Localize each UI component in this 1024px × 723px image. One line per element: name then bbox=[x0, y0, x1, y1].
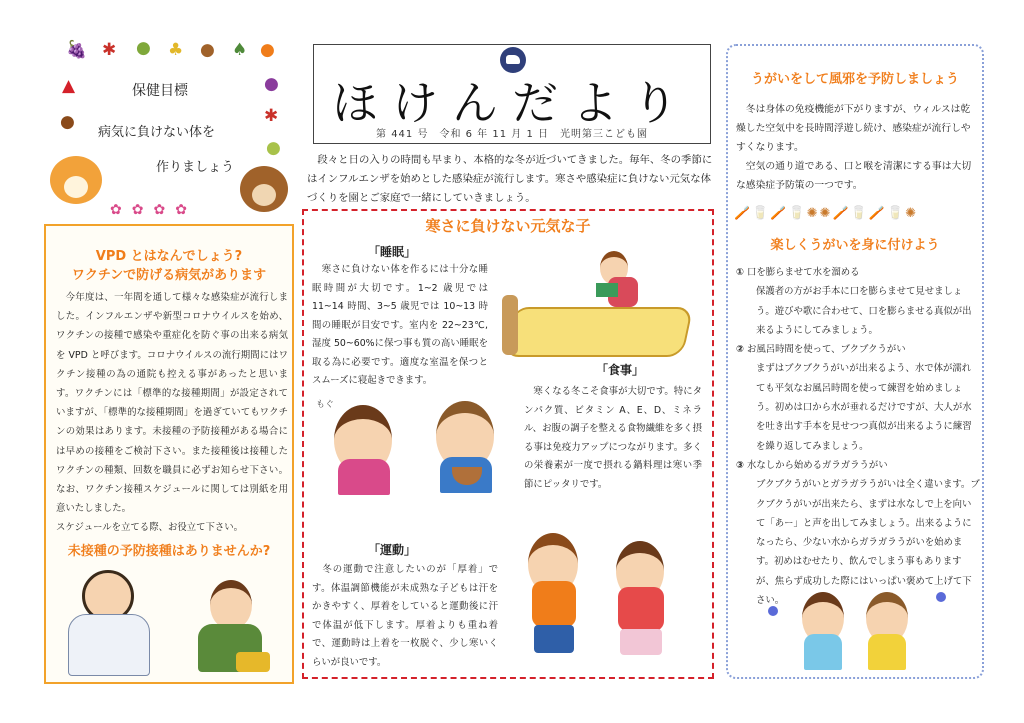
step-number: ③ bbox=[736, 459, 744, 471]
step-number: ② bbox=[736, 344, 744, 356]
page-title: ほけんだより bbox=[332, 76, 692, 130]
pear-icon: ● bbox=[266, 138, 281, 158]
doctor-child-illustration bbox=[60, 566, 280, 676]
meal-heading: 「食事」 bbox=[596, 363, 645, 377]
health-goal-title: 保健目標 bbox=[132, 83, 188, 99]
vpd-body: 今年度は、一年間を通して様々な感染症が流行しました。インフルエンザや新型コロナウイルスを始め、ワクチンの接種で感染や重症化を防ぐ事の出来る病気を VPD と呼びます。コロナウイルスの流行期間にはワクチン接種の為の通院も控える事があったと思います。ワクチンには「標準的な接種期間」が設定されていますが、「標準的な接種期間」を過ぎていてもワクチンの効果はあります。未接種の予防接種がある場合には早めの接種をご検討下さい。また接種後は接種したワクチンの種類、回数を職員に必ずお知らせ下さい。なお、ワクチン接種スケジュールに関しては別紙を用意いたしました。 スケジュールを立てる際、お役立て下さい。 bbox=[56, 292, 288, 534]
health-goal-line2: 作りましょう bbox=[156, 160, 235, 175]
step-title: 口を膨らませて水を溜める bbox=[746, 267, 860, 278]
gargle-section bbox=[726, 44, 984, 679]
step-number: ① bbox=[736, 267, 744, 278]
step-body: 保護者の方がお手本に口を膨らませて見せましょう。遊びや歌に合わせて、口を膨らませる真似が出来るようにしてみましょう。 bbox=[756, 286, 972, 336]
vpd-section bbox=[44, 224, 294, 684]
maple-leaf-icon: ✱ bbox=[264, 106, 279, 126]
gargle-intro: 冬は身体の免疫機能が下がりますが、ウィルスは乾燥した空気中を長時間浮遊し続け、感染症が流行しやすくなります。 空気の通り道である、口と喉を清潔にする事は大切な感染症予防策の一つです。 bbox=[736, 104, 972, 191]
persimmon-icon: ● bbox=[260, 40, 275, 60]
gargle-heading: うがいをして風邪を予防しましょう bbox=[750, 72, 959, 87]
sleep-body: 寒さに負けない体を作るには十分な睡眠時間が大切です。1~2 歳児では 11~14 時間、3~5 歳児では 10~13 時間の睡眠が目安です。室内を 22~23℃,湿度 50~60%に保つ事も質の高い睡眠を取る為に必要です。適度な室温を保つとスムーズに寝起きできます。 bbox=[312, 264, 488, 386]
fox-illustration bbox=[50, 156, 102, 204]
intro-paragraph: 段々と日の入りの時間も早まり、本格的な冬が近づいてきました。毎年、冬の季節にはインフルエンザを始めとした感染症が流行します。寒さや感染症に負けない元気な体づくりを園とご家庭で一緒にしていきましょう。 bbox=[307, 154, 713, 204]
kids-eating-illustration bbox=[316, 397, 512, 497]
mushroom-icon: ▲ bbox=[62, 76, 76, 96]
gargling-kids-illustration bbox=[758, 590, 958, 674]
vaccination-check-heading: 未接種の予防接種はありませんか? bbox=[67, 544, 271, 559]
gargle-steps-heading: 楽しくうがいを身に付けよう bbox=[770, 238, 940, 253]
masthead bbox=[313, 44, 711, 144]
ginkgo-icon: ♣ bbox=[168, 40, 184, 60]
sleep-heading: 「睡眠」 bbox=[368, 245, 417, 259]
flower-row: ✿✿✿✿ bbox=[110, 202, 197, 218]
issue-line: 第 441 号 令和 6 年 11 月 1 日 光明第三こども園 bbox=[376, 129, 648, 140]
chestnut-icon: ● bbox=[60, 112, 75, 132]
step-title: お風呂時間を使って、ブクブクうがい bbox=[746, 344, 906, 356]
winter-health-heading: 寒さに負けない元気な子 bbox=[425, 217, 591, 235]
step-body: ブクブクうがいとガラガラうがいは全く違います。ブクブクうがいが出来たら、まずは水なしで上を向いて「あー」と声を出してみましょう。出来るようになったら、少ない水からガラガラうがいを始めます。初めはむせたり、飲んでしまう事もありますが、焦らず成功した際にはいっぱい褒めて上げて下さい。 bbox=[756, 479, 980, 607]
winter-health-section bbox=[302, 209, 714, 679]
grape-icon: ● bbox=[264, 74, 279, 94]
munching-sound-text: もぐ bbox=[316, 400, 335, 410]
step-1 bbox=[736, 263, 980, 340]
grape-icon: 🍇 bbox=[66, 40, 88, 60]
leaf-icon: ♠ bbox=[232, 40, 248, 60]
exercise-heading: 「運動」 bbox=[368, 543, 417, 557]
acorn-icon: ● bbox=[200, 40, 215, 60]
toothbrush-cup-decoration: 🪥🥛🪥🥛✺✺🪥🥛🪥🥛✺ bbox=[734, 206, 919, 221]
health-goal-line1: 病気に負けない体を bbox=[98, 125, 216, 140]
bedtime-illustration bbox=[504, 251, 704, 361]
step-3 bbox=[736, 456, 980, 610]
maple-leaf-icon: ✱ bbox=[102, 40, 117, 60]
exercise-body: 冬の運動で注意したいのが「厚着」です。体温調節機能が未成熟な子どもは汗をかきやすく、厚着をしていると運動後に汗で体温が低下します。厚着よりも重ね着で、運動時は上着を一枚脱ぐ、少し寒いくらいが良いです。 bbox=[312, 564, 498, 668]
meal-body: 寒くなる冬こそ食事が大切です。特にタンパク質、ビタミン A、E、D、ミネラル、お腹の調子を整える食物繊維を多く摂る事は免疫力アップにつながります。多くの栄養素が一度で摂れる鍋料理は寒い季節にピッタリです。 bbox=[524, 386, 702, 490]
squirrel-illustration bbox=[240, 166, 288, 212]
running-kids-illustration bbox=[504, 533, 704, 673]
step-2 bbox=[736, 340, 980, 456]
step-title: 水なしから始めるガラガラうがい bbox=[746, 459, 888, 471]
step-body: まずはブクブクうがいが出来るよう、水で体が濡れても平気なお風呂時間を使って練習を始めましょう。初めは口から水が垂れるだけですが、大人が水を吐き出す手本を見せつつ真似が出来るように練習を繰り返してみましょう。 bbox=[756, 363, 972, 452]
vpd-heading: VPD とはなんでしょう? bbox=[95, 249, 243, 264]
pear-icon: ● bbox=[136, 38, 151, 58]
gargle-steps-list bbox=[736, 263, 980, 610]
vpd-subheading: ワクチンで防げる病気があります bbox=[71, 268, 267, 283]
